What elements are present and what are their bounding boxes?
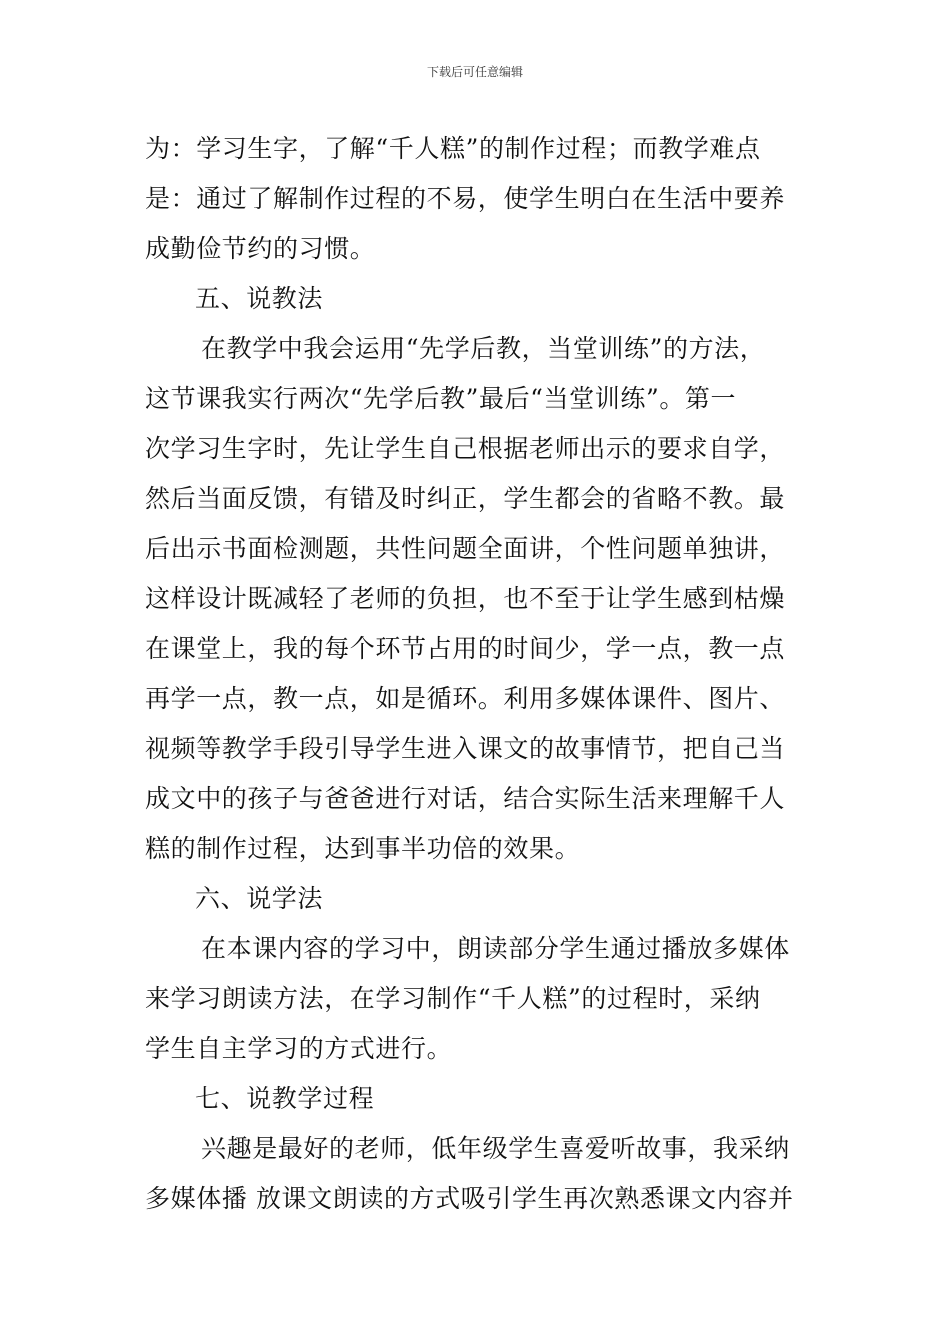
paragraph-start: 在教学中我会运用“先学后教，当堂训练”的方法， [201, 334, 766, 363]
section-heading: 七、说教学过程 [195, 1084, 375, 1113]
text-line: 这节课我实行两次“先学后教”最后“当堂训练”。第一 [145, 384, 737, 413]
text-line: 来学习朗读方法，在学习制作“千人糕”的过程时，采纳 [145, 984, 761, 1013]
paragraph-start: 兴趣是最好的老师，低年级学生喜爱听故事，我采纳 [201, 1134, 790, 1163]
section-heading: 五、说教法 [195, 284, 324, 313]
text-line: 成文中的孩子与爸爸进行对话，结合实际生活来理解千人 [145, 784, 786, 813]
text-line: 然后当面反馈，有错及时纠正，学生都会的省略不教。最 [145, 484, 786, 513]
section-heading: 六、说学法 [195, 884, 324, 913]
document-body [145, 124, 807, 1224]
text-line: 后出示书面检测题，共性问题全面讲，个性问题单独讲， [145, 534, 786, 563]
text-line: 次学习生字时，先让学生自己根据老师出示的要求自学， [145, 434, 786, 463]
text-line: 学生自主学习的方式进行。 [145, 1034, 453, 1063]
text-line: 是：通过了解制作过程的不易，使学生明白在生活中要养 [145, 184, 786, 213]
page-header: 下载后可任意编辑 [426, 65, 523, 79]
text-line: 为：学习生字，了解“千人糕”的制作过程；而教学难点 [145, 134, 761, 163]
text-line: 在课堂上，我的每个环节占用的时间少，学一点，教一点 [145, 634, 786, 663]
text-line: 再学一点，教一点，如是循环。利用多媒体课件、图片、 [145, 684, 786, 713]
text-line: 多媒体播 放课文朗读的方式吸引学生再次熟悉课文内容并 [145, 1184, 794, 1213]
text-line: 糕的制作过程，达到事半功倍的效果。 [145, 834, 581, 863]
text-line: 这样设计既减轻了老师的负担，也不至于让学生感到枯燥 [145, 584, 786, 613]
text-line: 成勤俭节约的习惯。 [145, 234, 376, 263]
paragraph-start: 在本课内容的学习中，朗读部分学生通过播放多媒体 [201, 934, 790, 963]
text-line: 视频等教学手段引导学生进入课文的故事情节，把自己当 [145, 734, 786, 763]
